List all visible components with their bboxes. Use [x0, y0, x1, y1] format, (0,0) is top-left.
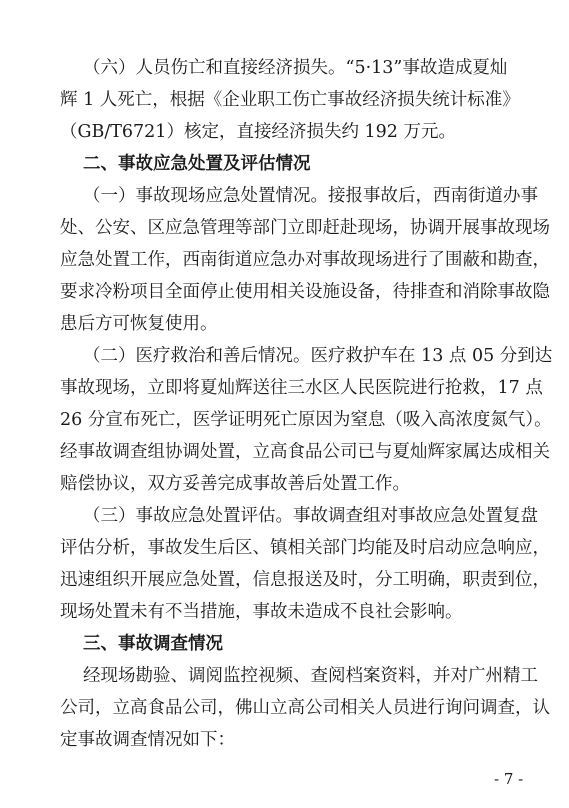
section-heading-2: 二、事故应急处置及评估情况: [83, 154, 311, 174]
paragraph-line: 事故现场，立即将夏灿辉送往三水区人民医院进行抢救，17 点: [60, 378, 543, 398]
paragraph-line: 现场处置未有不当措施，事故未造成不良社会影响。: [60, 602, 463, 622]
paragraph-line: 26 分宣布死亡，医学证明死亡原因为窒息（吸入高浓度氮气）。: [60, 410, 552, 430]
page-number: - 7 -: [494, 770, 524, 788]
paragraph-line: 要求冷粉项目全面停止使用相关设施设备，待排查和消除事故隐: [60, 282, 550, 302]
paragraph-line: 经现场勘验、调阅监控视频、查阅档案资料，并对广州精工: [83, 666, 538, 686]
paragraph-line: （一）事故现场应急处置情况。接报事故后，西南街道办事: [83, 186, 538, 206]
paragraph-line: （六）人员伤亡和直接经济损失。“5·13”事故造成夏灿: [83, 58, 508, 78]
paragraph-line: 公司，立高食品公司，佛山立高公司相关人员进行询问调查，认: [60, 698, 550, 718]
paragraph-line: 辉 1 人死亡，根据《企业职工伤亡事故经济损失统计标准》: [60, 90, 520, 110]
paragraph-line: 经事故调查组协调处置，立高食品公司已与夏灿辉家属达成相关: [60, 442, 550, 462]
section-heading-3: 三、事故调查情况: [83, 634, 223, 654]
paragraph-line: 评估分析，事故发生后区、镇相关部门均能及时启动应急响应，: [60, 538, 550, 558]
paragraph-line: 患后方可恢复使用。: [60, 314, 218, 334]
paragraph-line: （三）事故应急处置评估。事故调查组对事故应急处置复盘: [83, 506, 538, 526]
paragraph-line: 处、公安、区应急管理等部门立即赶赴现场，协调开展事故现场: [60, 218, 550, 238]
paragraph-line: （GB/T6721）核定，直接经济损失约 192 万元。: [60, 122, 456, 142]
paragraph-line: 赔偿协议，双方妥善完成事故善后处置工作。: [60, 474, 410, 494]
paragraph-line: 定事故调查情况如下：: [60, 730, 235, 750]
paragraph-line: （二）医疗救治和善后情况。医疗救护车在 13 点 05 分到达: [83, 346, 553, 366]
paragraph-line: 迅速组织开展应急处置，信息报送及时，分工明确，职责到位，: [60, 570, 550, 590]
paragraph-line: 应急处置工作，西南街道应急办对事故现场进行了围蔽和勘查，: [60, 250, 550, 270]
